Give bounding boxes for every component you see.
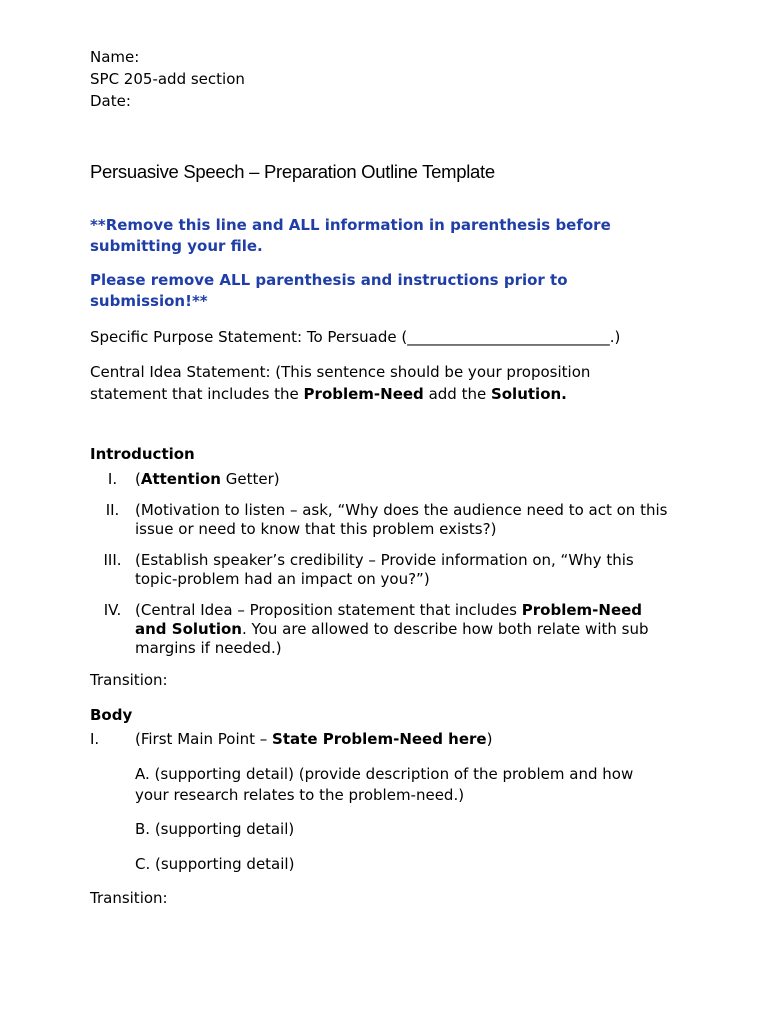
central-text: statement that includes the <box>90 385 304 403</box>
problem-need-bold: State Problem-Need here <box>272 730 487 748</box>
problem-need-bold: Problem-Need <box>303 385 424 403</box>
item-text <box>135 470 675 489</box>
body-heading: Body <box>90 706 133 724</box>
item-text-line <box>135 601 675 620</box>
sub-text-line: A. (supporting detail) (provide description of the problem and how <box>135 765 634 783</box>
supporting-detail-b: B. (supporting detail) <box>135 820 295 838</box>
sub-text-line: your research relates to the problem-need.) <box>135 786 465 804</box>
notice-line: submitting your file. <box>90 237 263 255</box>
item-text <box>135 730 675 749</box>
item-text-line: (Motivation to listen – ask, “Why does the audience need to act on this <box>135 501 668 519</box>
notice-line: submission!** <box>90 292 208 310</box>
item-text-line <box>135 620 675 639</box>
item-text-part: (First Main Point – <box>135 730 273 748</box>
notice-line: **Remove this line and ALL information in parenthesis before <box>90 216 611 234</box>
body-main-point-1 <box>90 730 690 749</box>
item-text-part: ) <box>486 730 493 748</box>
item-text-line: margins if needed.) <box>135 639 282 657</box>
intro-transition: Transition: <box>90 671 168 689</box>
item-text <box>135 551 675 589</box>
item-number: I. <box>107 470 118 488</box>
remove-parenthesis-notice <box>90 270 690 312</box>
item-text-part: (Central Idea – Proposition statement that includes <box>135 601 522 619</box>
body-transition: Transition: <box>90 889 168 907</box>
problem-need-bold: Problem-Need <box>521 601 643 619</box>
item-text-part: ( <box>135 470 141 488</box>
introduction-heading: Introduction <box>90 445 195 463</box>
specific-purpose-statement: Specific Purpose Statement: To Persuade (___________________________.) <box>90 328 621 346</box>
item-text-line: issue or need to know that this problem exists?) <box>135 520 497 538</box>
solution-bold: and Solution <box>135 620 242 638</box>
attention-bold: Attention <box>140 470 221 488</box>
intro-item-2 <box>90 501 690 539</box>
item-text <box>135 501 675 539</box>
remove-line-notice <box>90 215 690 257</box>
document-page <box>90 46 690 909</box>
date-label: Date: <box>90 92 131 110</box>
name-label: Name: <box>90 48 140 66</box>
central-idea-line: Central Idea Statement: (This sentence should be your proposition <box>90 363 591 381</box>
intro-item-3 <box>90 551 690 589</box>
item-text-line: topic-problem had an impact on you?”) <box>135 570 430 588</box>
notice-line: Please remove ALL parenthesis and instructions prior to <box>90 271 568 289</box>
item-text-part: . You are allowed to describe how both relate with sub <box>242 620 649 638</box>
item-text-line: (Establish speaker’s credibility – Provide information on, “Why this <box>135 551 634 569</box>
item-number: I. <box>90 730 100 748</box>
intro-item-1 <box>90 470 690 489</box>
item-text <box>135 601 675 658</box>
intro-item-4 <box>90 601 690 658</box>
item-number: IV. <box>103 601 122 619</box>
document-title: Persuasive Speech – Preparation Outline Template <box>90 161 495 182</box>
central-text: add the <box>423 385 491 403</box>
item-number: III. <box>103 551 122 569</box>
supporting-detail-a <box>135 764 690 806</box>
supporting-detail-c: C. (supporting detail) <box>135 855 295 873</box>
course-label: SPC 205-add section <box>90 70 245 88</box>
item-text-part: Getter) <box>220 470 280 488</box>
central-idea-line <box>90 383 690 405</box>
solution-bold: Solution. <box>490 385 567 403</box>
item-number: II. <box>105 501 120 519</box>
central-idea-statement <box>90 361 690 405</box>
